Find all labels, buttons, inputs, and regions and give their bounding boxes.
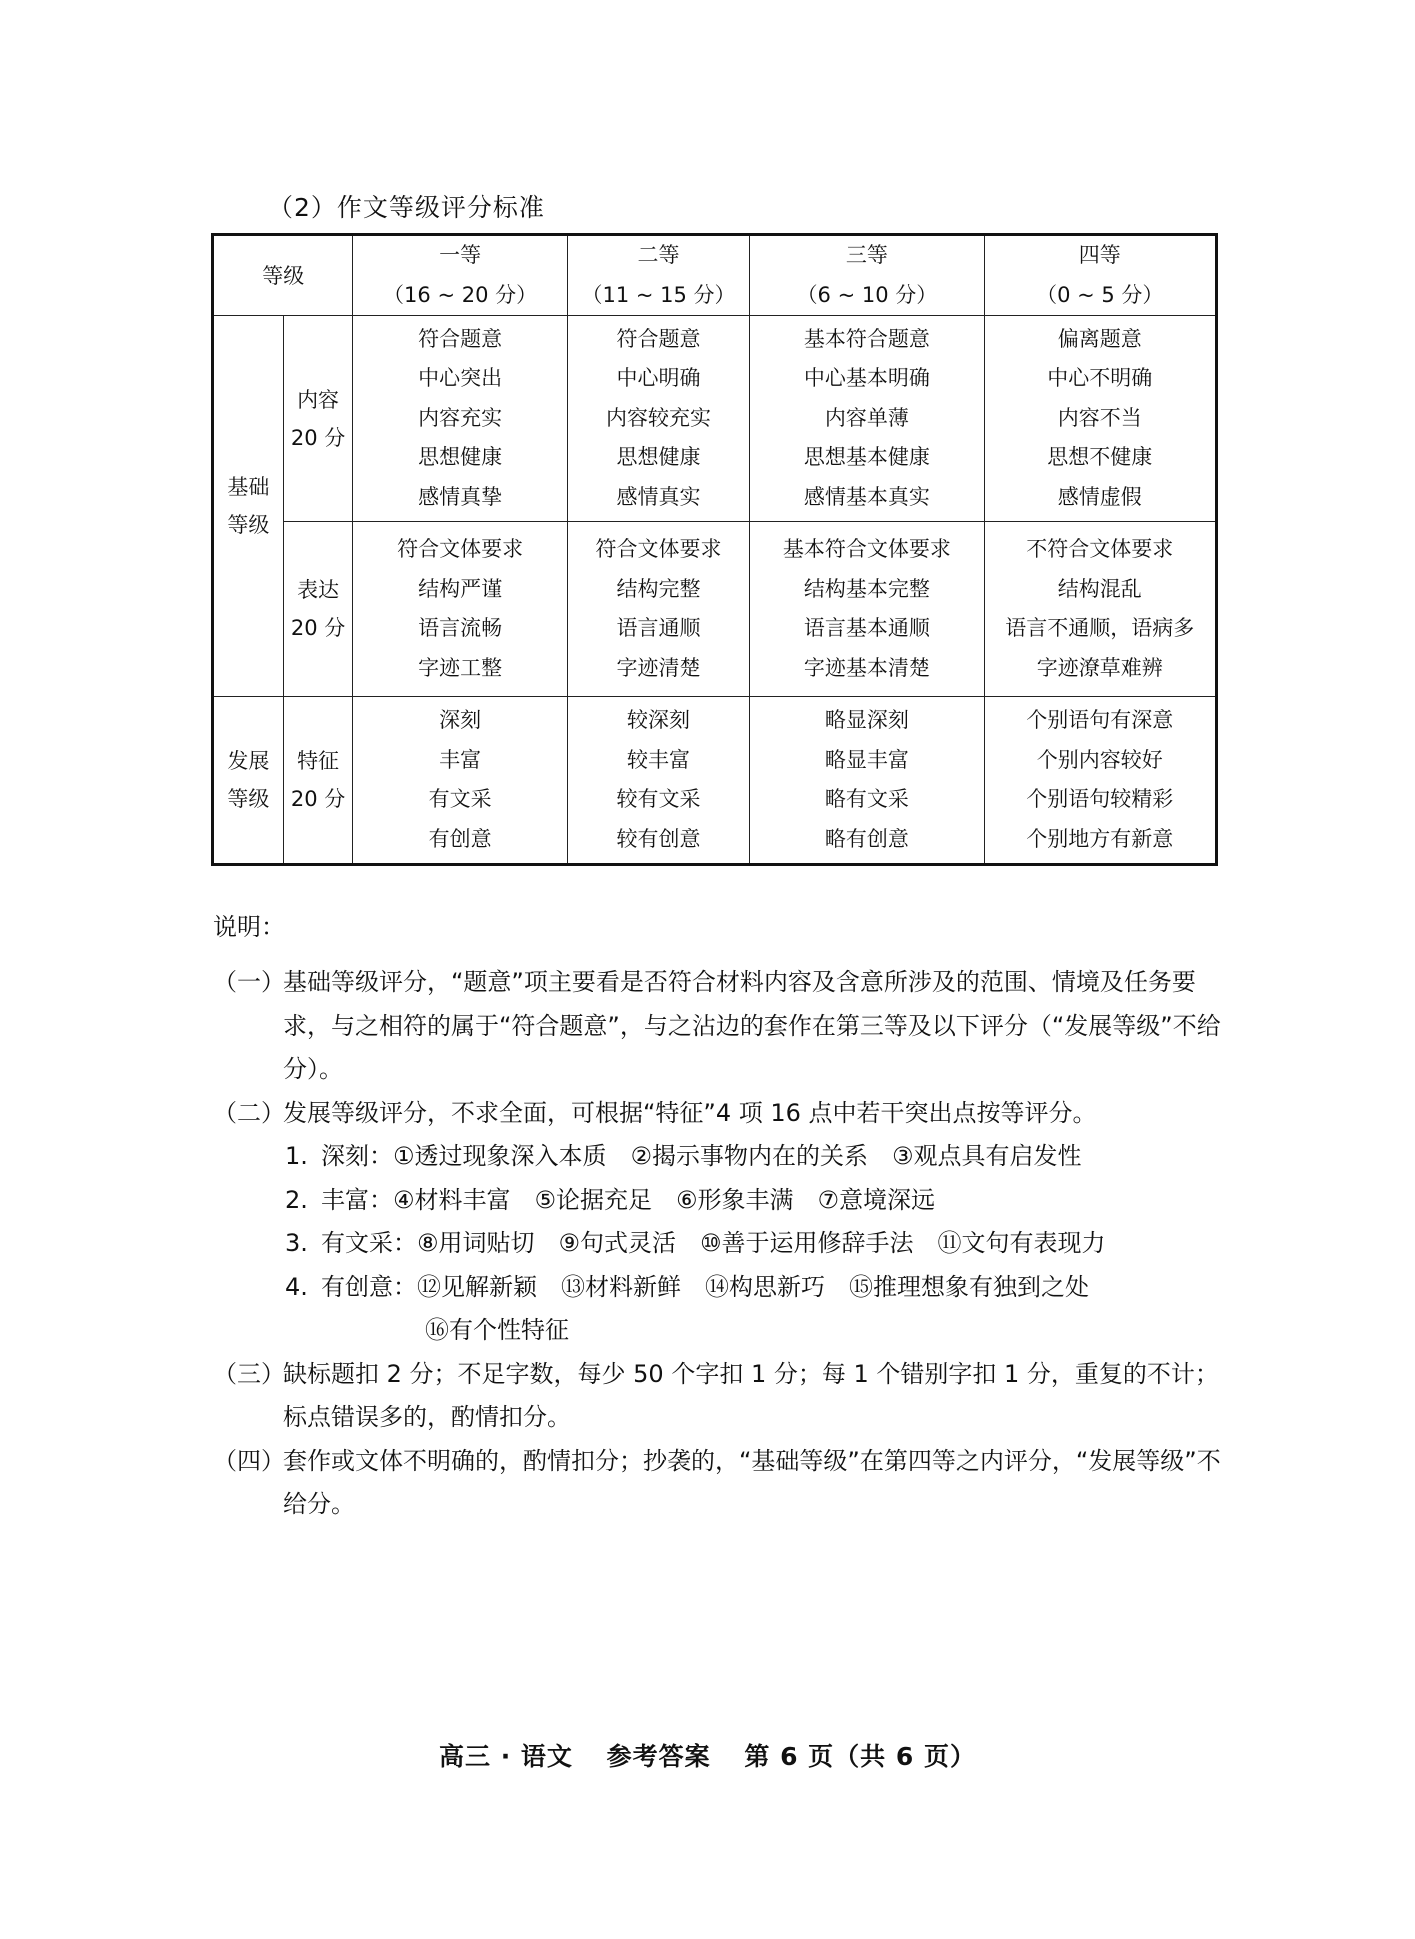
cell-line: 中心基本明确 [803, 366, 930, 391]
cell-line: 内容单薄 [824, 405, 909, 430]
grade-name: 一等 [439, 243, 482, 267]
category-development [213, 697, 284, 865]
cell-line: 有文采 [428, 787, 492, 811]
grade-name: 二等 [637, 243, 680, 267]
header-grade-1 [353, 235, 567, 316]
feature-number: 3. [285, 1229, 308, 1257]
cell-line: 较丰富 [627, 747, 691, 772]
notes-section [213, 905, 1223, 1527]
cell-line: 字迹潦草难辨 [1036, 655, 1163, 680]
cell-line: 略显深刻 [824, 708, 909, 732]
footer-doc-type: 参考答案 [606, 1742, 711, 1771]
cell-line: 内容充实 [418, 405, 503, 430]
cell-line: 符合文体要求 [595, 537, 722, 561]
feature-point: ⑫见解新颖 [417, 1272, 537, 1301]
cell-line: 符合题意 [418, 326, 503, 351]
cell-line: 思想健康 [616, 445, 701, 470]
item-features [283, 697, 353, 865]
cell-line: 字迹工整 [418, 655, 503, 680]
feature-number: 1. [285, 1142, 308, 1170]
feature-point: ⑨句式灵活 [558, 1229, 677, 1257]
feature-points [417, 1266, 1113, 1310]
cell-line: 内容较充实 [606, 405, 712, 430]
footer-page-number: 第 6 页（共 6 页） [744, 1742, 976, 1771]
header-grade-4 [984, 235, 1217, 316]
cell-line: 个别地方有新意 [1026, 826, 1174, 851]
cell [750, 522, 984, 697]
note-item-2 [213, 1092, 1223, 1136]
cell [750, 316, 984, 522]
feature-point: ⑬材料新鲜 [561, 1272, 681, 1301]
cell-line: 略显丰富 [824, 747, 909, 772]
feature-point-row [285, 1222, 1223, 1266]
grade-range: （6 ~ 10 分） [796, 282, 938, 307]
cell-line: 中心明确 [616, 366, 701, 391]
rubric-table [211, 233, 1218, 866]
cell-line: 偏离题意 [1057, 326, 1142, 351]
cell-line: 感情基本真实 [803, 484, 930, 509]
note-item-3 [213, 1353, 1223, 1440]
cell-line: 丰富 [439, 747, 482, 772]
cell-line: 思想健康 [418, 445, 503, 470]
cell-line: 语言基本通顺 [803, 616, 930, 640]
cell-line: 语言通顺 [616, 616, 701, 640]
cell-line: 不符合文体要求 [1026, 537, 1174, 561]
cell [567, 522, 750, 697]
cell-line: 字迹清楚 [616, 655, 701, 680]
cell [750, 697, 984, 865]
feature-point: ⑦意境深远 [817, 1185, 936, 1214]
table-row-content [213, 316, 1217, 522]
feature-number: 2. [285, 1185, 308, 1214]
cell-line: 感情真实 [616, 484, 701, 509]
category-text: 基础 [227, 475, 270, 499]
feature-points [393, 1179, 959, 1223]
note-text: 缺标题扣 2 分；不足字数，每少 50 个字扣 1 分；每 1 个错别字扣 1 分，重复的不计；标点错误多的，酌情扣分。 [283, 1359, 1219, 1431]
grade-range: （11 ~ 15 分） [581, 282, 736, 307]
cell-line: 个别语句有深意 [1026, 708, 1174, 732]
cell-line: 字迹基本清楚 [803, 655, 930, 680]
item-score: 20 分 [290, 425, 346, 450]
feature-point: ⑧用词贴切 [417, 1229, 535, 1257]
cell-line: 感情真挚 [418, 484, 503, 509]
cell [567, 697, 750, 865]
cell-line: 符合题意 [616, 326, 701, 351]
item-text: 内容 [297, 387, 340, 412]
feature-point: ⑮推理想象有独到之处 [849, 1272, 1089, 1301]
feature-point: ⑯有个性特征 [425, 1316, 569, 1344]
cell [353, 316, 567, 522]
note-prefix: （四） [213, 1446, 285, 1475]
item-score: 20 分 [290, 616, 346, 640]
item-content [283, 316, 353, 522]
header-grade-2 [567, 235, 750, 316]
feature-point-row [285, 1179, 1223, 1223]
cell [984, 316, 1217, 522]
item-score: 20 分 [290, 787, 346, 811]
category-basic [213, 316, 284, 697]
cell-line: 思想基本健康 [803, 445, 930, 470]
item-expression [283, 522, 353, 697]
cell-line: 结构严谨 [418, 576, 503, 601]
item-text: 表达 [297, 578, 340, 602]
feature-number: 4. [285, 1272, 308, 1301]
note-text: 发展等级评分，不求全面，可根据“特征”4 项 16 点中若干突出点按等评分。 [283, 1098, 1097, 1127]
cell-line: 思想不健康 [1047, 445, 1153, 470]
feature-point: ⑪文句有表现力 [937, 1229, 1106, 1257]
cell-line: 略有文采 [824, 787, 909, 811]
section-title: （2）作文等级评分标准 [268, 193, 545, 222]
header-corner: 等级 [213, 235, 353, 316]
table-row-expression [213, 522, 1217, 697]
page-footer [0, 1737, 1415, 1773]
note-text: 套作或文体不明确的，酌情扣分；抄袭的，“基础等级”在第四等之内评分，“发展等级”不给分。 [283, 1446, 1221, 1518]
note-prefix: （二） [213, 1098, 285, 1127]
cell-line: 语言不通顺，语病多 [1005, 616, 1195, 640]
cell-line: 语言流畅 [418, 616, 503, 640]
category-text: 发展 [227, 749, 270, 773]
note-item-1 [213, 961, 1223, 1092]
feature-point: ①透过现象深入本质 [393, 1142, 607, 1170]
feature-point: ⑤论据充足 [534, 1185, 653, 1214]
footer-subject: 高三 · 语文 [439, 1742, 573, 1771]
cell-line: 中心突出 [418, 366, 503, 391]
cell-line: 基本符合文体要求 [782, 537, 951, 561]
feature-point: ⑩善于运用修辞手法 [700, 1229, 914, 1257]
cell-line: 个别语句较精彩 [1026, 787, 1174, 811]
header-grade-3 [750, 235, 984, 316]
cell [984, 522, 1217, 697]
cell [353, 522, 567, 697]
cell-line: 中心不明确 [1047, 366, 1153, 391]
feature-point-row [285, 1266, 1223, 1310]
feature-label: 有文采： [321, 1229, 417, 1257]
feature-points [417, 1222, 1130, 1266]
cell-line: 结构混乱 [1057, 576, 1142, 601]
cell-line: 感情虚假 [1057, 484, 1142, 509]
feature-point: ②揭示事物内在的关系 [630, 1142, 869, 1170]
grade-range: （16 ~ 20 分） [383, 282, 538, 307]
feature-points-list [285, 1135, 1223, 1353]
feature-points [393, 1135, 1106, 1179]
cell [567, 316, 750, 522]
feature-point: ⑥形象丰满 [676, 1185, 794, 1214]
notes-label: 说明： [213, 913, 285, 941]
cell-line: 较深刻 [627, 708, 691, 732]
note-item-4 [213, 1440, 1223, 1527]
cell [353, 697, 567, 865]
category-text: 等级 [227, 513, 270, 537]
table-header-row [213, 235, 1217, 316]
grade-name: 四等 [1078, 243, 1121, 267]
cell-line: 略有创意 [824, 826, 909, 851]
cell-line: 结构完整 [616, 576, 701, 601]
item-text: 特征 [297, 749, 340, 773]
cell-line: 内容不当 [1057, 405, 1142, 430]
cell [984, 697, 1217, 865]
cell-line: 结构基本完整 [803, 576, 930, 601]
cell-line: 较有文采 [616, 787, 701, 811]
feature-point: ④材料丰富 [393, 1185, 511, 1214]
category-text: 等级 [227, 787, 270, 811]
note-text: 基础等级评分，“题意”项主要看是否符合材料内容及含意所涉及的范围、情境及任务要求，与之相符的属于“符合题意”，与之沾边的套作在第三等及以下评分（“发展等级”不给分）。 [283, 968, 1221, 1083]
cell-line: 深刻 [439, 708, 482, 732]
feature-label: 深刻： [321, 1142, 393, 1170]
table-row-features [213, 697, 1217, 865]
grade-name: 三等 [845, 243, 888, 267]
grade-range: （0 ~ 5 分） [1036, 282, 1164, 307]
note-prefix: （一） [213, 968, 285, 996]
cell-line: 有创意 [428, 826, 492, 851]
feature-label: 有创意： [321, 1272, 417, 1301]
feature-point-row [285, 1135, 1223, 1179]
feature-point: ⑭构思新巧 [705, 1272, 825, 1301]
cell-line: 符合文体要求 [397, 537, 524, 561]
cell-line: 较有创意 [616, 826, 701, 851]
feature-point: ③观点具有启发性 [892, 1142, 1082, 1170]
cell-line: 基本符合题意 [803, 326, 930, 351]
note-prefix: （三） [213, 1359, 285, 1388]
cell-line: 个别内容较好 [1036, 747, 1163, 772]
feature-label: 丰富： [321, 1185, 393, 1214]
